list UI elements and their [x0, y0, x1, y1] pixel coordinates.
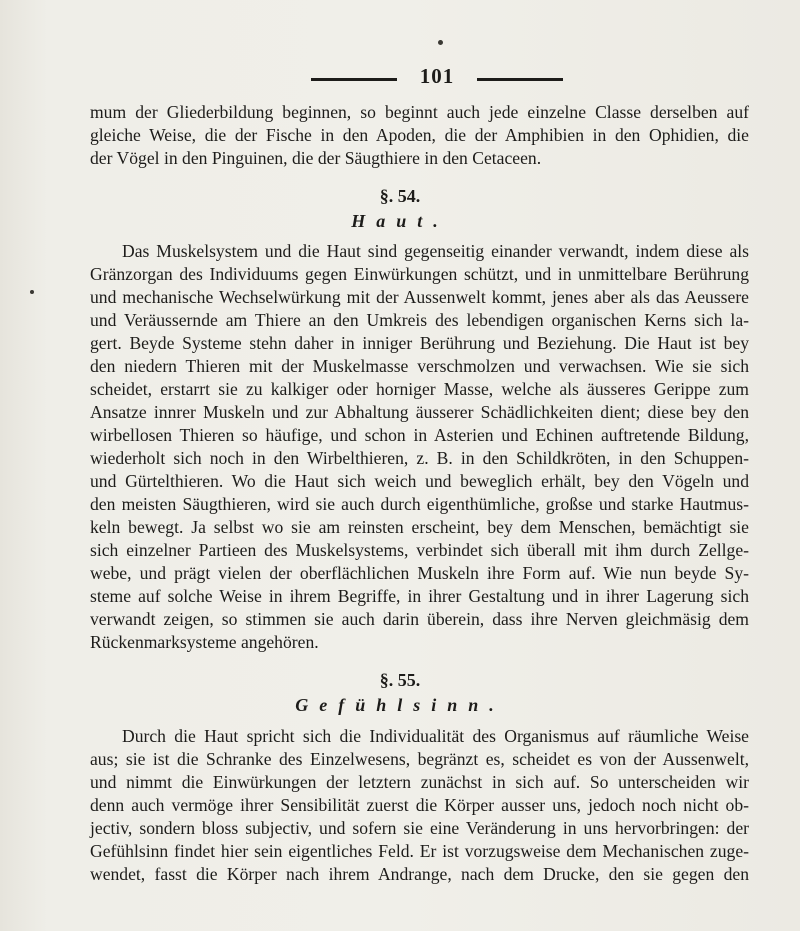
- text-line: Das Muskelsystem und die Haut sind gegenseitig einander verwandt, indem diese als: [122, 241, 749, 261]
- text-line: keln bewegt. Ja selbst wo sie am reinsten erscheint, bey dem Menschen, bemächtigt sie: [90, 517, 749, 537]
- text-line: aus; sie ist die Schranke des Einzelwesens, begränzt es, scheidet es von der Aussenwelt,: [90, 749, 749, 769]
- text-line: und mechanische Wechselwürkung mit der Aussenwelt kommt, jenes aber als das Aeussere: [90, 287, 749, 307]
- text-line: steme auf solche Weise in ihrem Begriffe, in ihrer Gestaltung und in ihrer Lagerung sich: [90, 586, 749, 606]
- text-line: jectiv, sondern bloss subjectiv, und sofern sie eine Veränderung in uns hervorbringen: der: [90, 818, 749, 838]
- header-rule-right: [477, 78, 563, 81]
- header-rule-left: [311, 78, 397, 81]
- text-line: wirbellosen Thieren so häufige, und schon in Asterien und Echinen auftretende Bildung,: [90, 425, 749, 445]
- text-line: Gränzorgan des Individuums gegen Einwürkungen schützt, und in unmittelbare Berührung: [90, 264, 749, 284]
- text-line: Gefühlsinn findet hier sein eigentliches Feld. Er ist vorzugsweise dem Mechanischen zuge-: [90, 841, 749, 861]
- text-line: der Vögel in den Pinguinen, die der Säugthiere in den Cetaceen.: [90, 148, 542, 168]
- text-line: gleiche Weise, die der Fische in den Apoden, die der Amphibien in den Ophidien, die: [90, 125, 749, 145]
- text-line: denn auch vermöge ihrer Sensibilität zuerst die Körper ausser uns, jedoch noch nicht ob-: [90, 795, 749, 815]
- text-line: scheidet, erstarrt sie zu kalkiger oder horniger Masse, welche als äusseres Gerippe zum: [90, 379, 749, 399]
- section-title: Gefühlsinn.: [295, 695, 505, 715]
- text-line: gert. Beyde Systeme stehn daher in inniger Berührung und Beziehung. Die Haut ist bey: [90, 333, 749, 353]
- text-line: webe, und prägt vielen der oberflächlichen Muskeln ihre Form auf. Wie nun beyde Sy-: [90, 563, 749, 583]
- print-speck: [438, 40, 443, 45]
- text-line: und Gürtelthieren. Wo die Haut sich weich und beweglich erhält, bey den Vögeln und: [90, 471, 749, 491]
- page-number: 101: [419, 64, 455, 88]
- text-line: und nimmt die Einwürkungen der letztern zunächst in sich auf. So unterscheiden wir: [90, 772, 749, 792]
- section-title: Haut.: [351, 211, 449, 231]
- text-line: Rückenmarksysteme angehören.: [90, 632, 319, 652]
- print-speck: [30, 290, 34, 294]
- text-line: wendet, fasst die Körper nach ihrem Andrange, nach dem Drucke, den sie gegen den: [90, 864, 749, 884]
- text-line: Ansatze innrer Muskeln und zur Abhaltung äusserer Schädlichkeiten dient; diese bey den: [90, 402, 749, 422]
- text-line: Durch die Haut spricht sich die Individualität des Organismus auf räumliche Weise: [122, 726, 749, 746]
- text-line: sich einzelner Partieen des Muskelsystems, verbindet sich überall mit ihm durch Zellge-: [90, 540, 749, 560]
- text-line: mum der Gliederbildung beginnen, so beginnt auch jede einzelne Classe derselben auf: [90, 102, 749, 122]
- text-line: den meisten Säugthieren, wird sie auch durch eigenthümliche, großse und starke Hautmus-: [90, 494, 749, 514]
- section-number: §. 54.: [379, 186, 421, 206]
- text-line: verwandt zeigen, so stimmen sie auch darin überein, dass ihre Nerven gleichmäsig dem: [90, 609, 749, 629]
- text-line: den niedern Thieren mit der Muskelmasse verschmolzen und verwachsen. Wie sie sich: [90, 356, 749, 376]
- section-number: §. 55.: [379, 670, 421, 690]
- text-line: wiederholt sich noch in den Wirbelthieren, z. B. in den Schildkröten, in den Schuppen-: [90, 448, 749, 468]
- text-line: und Veräussernde am Thiere an den Umkreis des lebendigen organischen Kerns sich la-: [90, 310, 749, 330]
